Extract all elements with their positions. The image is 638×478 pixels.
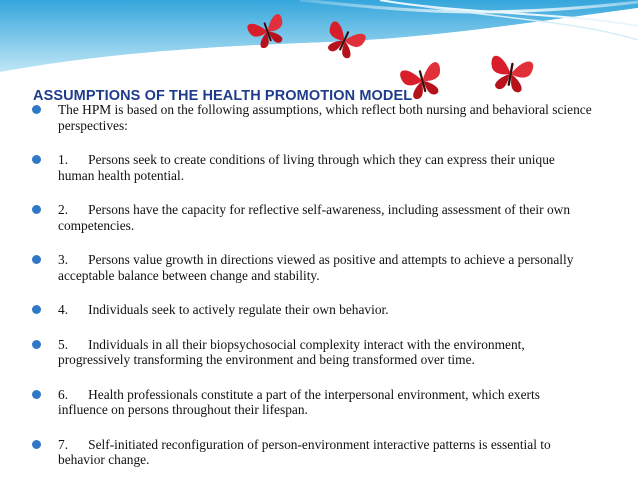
bullet-icon bbox=[32, 105, 41, 114]
list-item-text: 3. Persons value growth in directions viewed as positive and attempts to achieve a personally acceptable balance between change and stability. bbox=[58, 252, 574, 283]
list-item bbox=[32, 202, 592, 233]
bullet-icon bbox=[32, 255, 41, 264]
list-item bbox=[32, 252, 592, 283]
list-item bbox=[32, 152, 592, 183]
header-wave-decoration bbox=[0, 0, 638, 80]
list-item-text: 2. Persons have the capacity for reflective self-awareness, including assessment of their own competencies. bbox=[58, 202, 571, 233]
bullet-icon bbox=[32, 155, 41, 164]
list-item bbox=[32, 437, 592, 468]
list-item-text: 1. Persons seek to create conditions of living through which they can express their unique human health potential. bbox=[58, 152, 555, 183]
bullet-icon bbox=[32, 205, 41, 214]
bullet-icon bbox=[32, 340, 41, 349]
list-item-text: 5. Individuals in all their biopsychosocial complexity interact with the environment, progressively transforming the environment and being transformed over time. bbox=[58, 336, 525, 367]
bullet-icon bbox=[32, 440, 41, 449]
list-item-text: The HPM is based on the following assumptions, which reflect both nursing and behavioral science perspectives: bbox=[58, 102, 592, 133]
butterfly-icon bbox=[320, 18, 370, 60]
assumption-list bbox=[32, 102, 592, 468]
list-item bbox=[32, 387, 592, 418]
butterfly-icon bbox=[484, 48, 538, 96]
list-item bbox=[32, 102, 592, 133]
list-item bbox=[32, 302, 592, 318]
list-item-text: 7. Self-initiated reconfiguration of person-environment interactive patterns is essential to behavior change. bbox=[58, 436, 551, 467]
list-item-text: 4. Individuals seek to actively regulate their own behavior. bbox=[58, 302, 389, 317]
list-item bbox=[32, 337, 592, 368]
bullet-icon bbox=[32, 305, 41, 314]
list-item-text: 6. Health professionals constitute a part of the interpersonal environment, which exerts influence on persons throughout their lifespan. bbox=[58, 386, 540, 417]
slide-title: ASSUMPTIONS OF THE HEALTH PROMOTION MODEL bbox=[33, 88, 413, 104]
butterfly-icon bbox=[244, 10, 290, 50]
bullet-icon bbox=[32, 390, 41, 399]
